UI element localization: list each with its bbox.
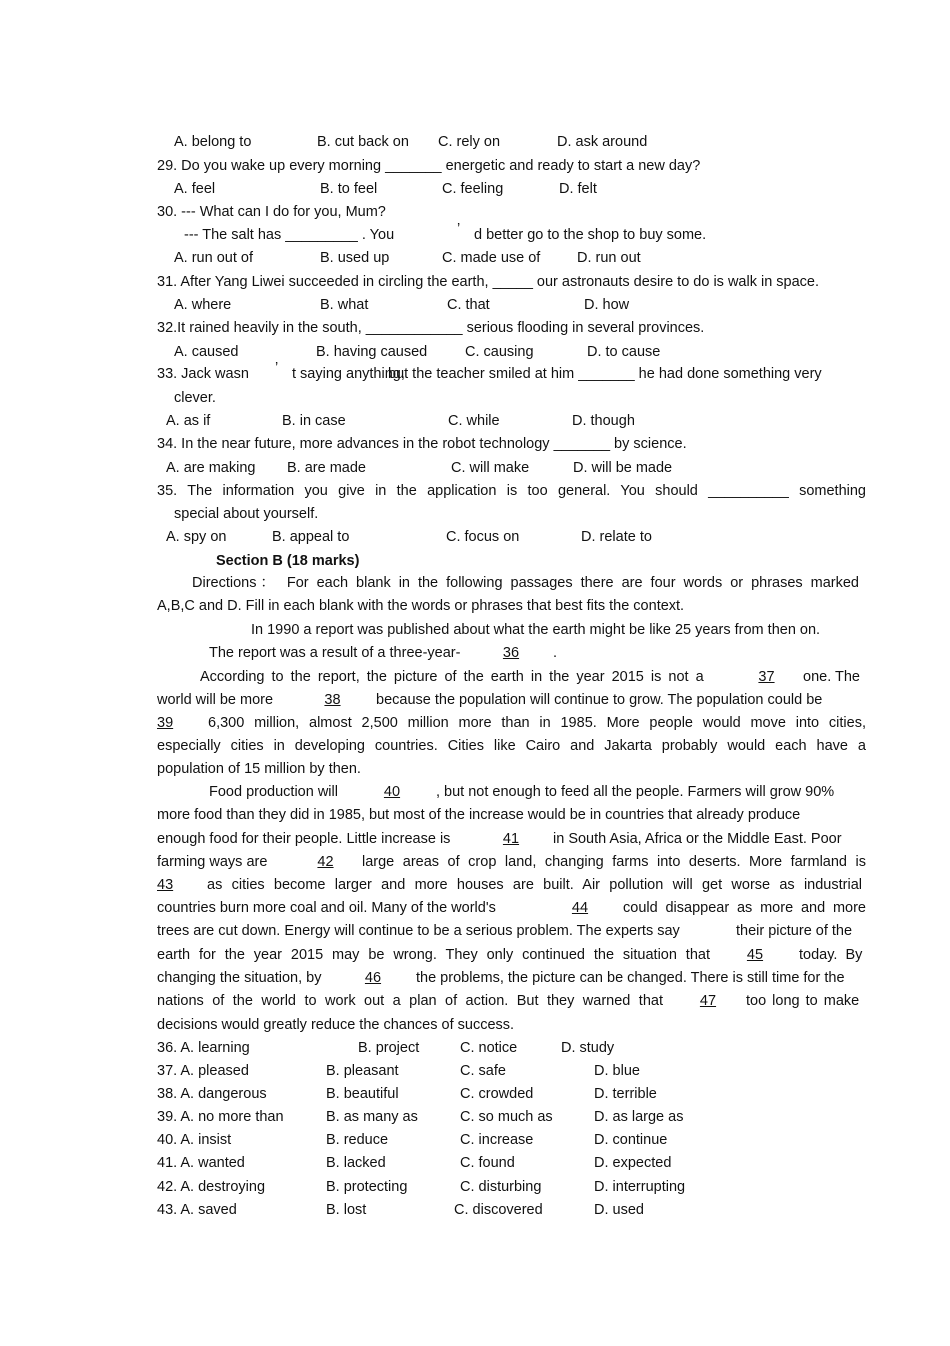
q30-stem: 30. --- What can I do for you, Mum? bbox=[157, 204, 386, 220]
q29-stem: 29. Do you wake up every morning _______ energetic and ready to start a new day? bbox=[157, 158, 701, 174]
passage-line-5: 6,300 million, almost 2,500 million more than in 1985. More people would move into cities, bbox=[208, 715, 866, 731]
blank-36: 36 bbox=[502, 645, 520, 661]
passage-line-1: In 1990 a report was published about what the earth might be like 25 years from then on. bbox=[251, 622, 821, 638]
q41-option-c: C. found bbox=[460, 1155, 515, 1171]
passage-line-4a: world will be more bbox=[157, 692, 274, 708]
passage-line-8b: , but not enough to feed all the people. Farmers will grow 90% bbox=[436, 784, 835, 800]
q33-stem-part1: 33. Jack wasn bbox=[157, 366, 249, 382]
blank-42: 42 bbox=[317, 854, 334, 870]
q43-option-b: B. lost bbox=[326, 1202, 367, 1218]
q39-option-c: C. so much as bbox=[460, 1109, 553, 1125]
q30-apostrophe: ’ bbox=[457, 221, 461, 237]
blank-44: 44 bbox=[571, 900, 589, 916]
q32-option-d: D. to cause bbox=[587, 344, 661, 360]
q40-option-d: D. continue bbox=[594, 1132, 668, 1148]
q33-option-d: D. though bbox=[572, 413, 635, 429]
q28-option-d: D. ask around bbox=[557, 134, 648, 150]
q34-option-c: C. will make bbox=[451, 460, 530, 476]
q33-apostrophe: ’ bbox=[275, 360, 279, 376]
passage-line-18: decisions would greatly reduce the chances of success. bbox=[157, 1017, 515, 1033]
q36-option-c: C. notice bbox=[460, 1040, 518, 1056]
q35-option-b: B. appeal to bbox=[272, 529, 350, 545]
q42-option-d: D. interrupting bbox=[594, 1179, 686, 1195]
q32-option-b: B. having caused bbox=[316, 344, 428, 360]
passage-line-10a: enough food for their people. Little increase is bbox=[157, 831, 451, 847]
section-b-directions-line1: Directions： For each blank in the following passages there are four words or phrases marked bbox=[192, 575, 859, 591]
q30-reply-part2: d better go to the shop to buy some. bbox=[474, 227, 707, 243]
q36-option-d: D. study bbox=[561, 1040, 615, 1056]
q40-option-c: C. increase bbox=[460, 1132, 534, 1148]
q31-option-a: A. where bbox=[174, 297, 232, 313]
passage-line-4b: because the population will continue to grow. The population could be bbox=[376, 692, 823, 708]
q38-option-b: B. beautiful bbox=[326, 1086, 399, 1102]
q42-option-c: C. disturbing bbox=[460, 1179, 542, 1195]
passage-line-15b: today. By bbox=[799, 947, 863, 963]
q29-option-b: B. to feel bbox=[320, 181, 378, 197]
passage-line-2b: . bbox=[553, 645, 558, 661]
q35-stem: 35. The information you give in the application is too general. You should __________ something bbox=[157, 483, 866, 499]
q31-option-d: D. how bbox=[584, 297, 630, 313]
blank-38: 38 bbox=[324, 692, 341, 708]
q31-option-b: B. what bbox=[320, 297, 369, 313]
blank-47: 47 bbox=[699, 993, 717, 1009]
passage-line-10b: in South Asia, Africa or the Middle East. Poor bbox=[553, 831, 842, 847]
passage-line-3a: According to the report, the picture of the earth in the year 2015 is not a bbox=[200, 669, 704, 685]
section-b-directions-line2: A,B,C and D. Fill in each blank with the words or phrases that best fits the context. bbox=[157, 598, 685, 614]
blank-45: 45 bbox=[746, 947, 764, 963]
q28-option-c: C. rely on bbox=[438, 134, 501, 150]
blank-41: 41 bbox=[502, 831, 520, 847]
q36-option-a: 36. A. learning bbox=[157, 1040, 250, 1056]
q32-option-a: A. caused bbox=[174, 344, 239, 360]
blank-46: 46 bbox=[364, 970, 382, 986]
q40-option-a: 40. A. insist bbox=[157, 1132, 232, 1148]
q36-option-b: B. project bbox=[358, 1040, 420, 1056]
q43-option-d: D. used bbox=[594, 1202, 644, 1218]
q37-option-a: 37. A. pleased bbox=[157, 1063, 249, 1079]
q31-option-c: C. that bbox=[447, 297, 490, 313]
q33-stem-part2: t saying anything, bbox=[292, 366, 405, 382]
q30-option-c: C. made use of bbox=[442, 250, 541, 266]
q34-stem: 34. In the near future, more advances in the robot technology _______ by science. bbox=[157, 436, 687, 452]
q33-option-b: B. in case bbox=[282, 413, 346, 429]
passage-line-17b: too long to make bbox=[746, 993, 860, 1009]
q35-option-d: D. relate to bbox=[581, 529, 652, 545]
q41-option-b: B. lacked bbox=[326, 1155, 386, 1171]
q28-option-b: B. cut back on bbox=[317, 134, 409, 150]
q37-option-b: B. pleasant bbox=[326, 1063, 399, 1079]
q34-option-b: B. are made bbox=[287, 460, 366, 476]
q33-stem-part3: but the teacher smiled at him _______ he had done something very bbox=[388, 366, 822, 382]
q31-stem: 31. After Yang Liwei succeeded in circling the earth, _____ our astronauts desire to do is walk in space. bbox=[157, 274, 820, 290]
blank-43: 43 bbox=[157, 877, 174, 893]
blank-37: 37 bbox=[758, 669, 775, 685]
q38-option-d: D. terrible bbox=[594, 1086, 657, 1102]
passage-line-13a: countries burn more coal and oil. Many of the world's bbox=[157, 900, 496, 916]
q43-option-c: C. discovered bbox=[454, 1202, 543, 1218]
q35-stem-line2: special about yourself. bbox=[174, 506, 319, 522]
passage-line-15a: earth for the year 2015 may be wrong. They only continued the situation that bbox=[157, 947, 710, 963]
passage-line-7: population of 15 million by then. bbox=[157, 761, 361, 777]
blank-39: 39 bbox=[157, 715, 174, 731]
passage-line-14: trees are cut down. Energy will continue to be a serious problem. The experts say bbox=[157, 923, 680, 939]
q30-option-b: B. used up bbox=[320, 250, 390, 266]
section-b-title: Section B (18 marks) bbox=[216, 553, 360, 569]
q28-option-a: A. belong to bbox=[174, 134, 252, 150]
passage-line-6: especially cities in developing countries. Cities like Cairo and Jakarta probably would each have a bbox=[157, 738, 866, 754]
q29-option-d: D. felt bbox=[559, 181, 597, 197]
passage-line-17a: nations of the world to work out a plan of action. But they warned that bbox=[157, 993, 663, 1009]
q37-option-c: C. safe bbox=[460, 1063, 506, 1079]
passage-line-16b: the problems, the picture can be changed. There is still time for the bbox=[416, 970, 845, 986]
q33-option-c: C. while bbox=[448, 413, 500, 429]
passage-line-13b: could disappear as more and more bbox=[623, 900, 866, 916]
q33-option-a: A. as if bbox=[166, 413, 211, 429]
passage-line-9: more food than they did in 1985, but most of the increase would be in countries that already produce bbox=[157, 807, 801, 823]
q29-option-a: A. feel bbox=[174, 181, 216, 197]
passage-line-8a: Food production will bbox=[209, 784, 338, 800]
q30-option-a: A. run out of bbox=[174, 250, 253, 266]
q39-option-b: B. as many as bbox=[326, 1109, 418, 1125]
q35-option-c: C. focus on bbox=[446, 529, 520, 545]
q34-option-d: D. will be made bbox=[573, 460, 673, 476]
q30-option-d: D. run out bbox=[577, 250, 641, 266]
q43-option-a: 43. A. saved bbox=[157, 1202, 237, 1218]
blank-40: 40 bbox=[383, 784, 401, 800]
passage-line-16a: changing the situation, by bbox=[157, 970, 322, 986]
passage-line-2a: The report was a result of a three-year- bbox=[209, 645, 461, 661]
q38-option-c: C. crowded bbox=[460, 1086, 534, 1102]
q35-option-a: A. spy on bbox=[166, 529, 227, 545]
q39-option-d: D. as large as bbox=[594, 1109, 684, 1125]
passage-line-11a: farming ways are bbox=[157, 854, 268, 870]
q40-option-b: B. reduce bbox=[326, 1132, 389, 1148]
passage-line-3b: one. The bbox=[803, 669, 860, 685]
q33-stem-part4: clever. bbox=[174, 390, 216, 406]
q34-option-a: A. are making bbox=[166, 460, 256, 476]
q42-option-a: 42. A. destroying bbox=[157, 1179, 266, 1195]
q29-option-c: C. feeling bbox=[442, 181, 504, 197]
q42-option-b: B. protecting bbox=[326, 1179, 408, 1195]
passage-line-11b: large areas of crop land, changing farms into deserts. More farmland is bbox=[362, 854, 866, 870]
q37-option-d: D. blue bbox=[594, 1063, 640, 1079]
q41-option-a: 41. A. wanted bbox=[157, 1155, 245, 1171]
q41-option-d: D. expected bbox=[594, 1155, 672, 1171]
q39-option-a: 39. A. no more than bbox=[157, 1109, 284, 1125]
q30-reply-part1: --- The salt has _________ . You bbox=[184, 227, 395, 243]
passage-line-14b: their picture of the bbox=[736, 923, 853, 939]
passage-line-12: as cities become larger and more houses are built. Air pollution will get worse as industrial bbox=[207, 877, 862, 893]
q32-stem: 32.It rained heavily in the south, ____________ serious flooding in several provinces. bbox=[157, 320, 705, 336]
q38-option-a: 38. A. dangerous bbox=[157, 1086, 267, 1102]
q32-option-c: C. causing bbox=[465, 344, 534, 360]
